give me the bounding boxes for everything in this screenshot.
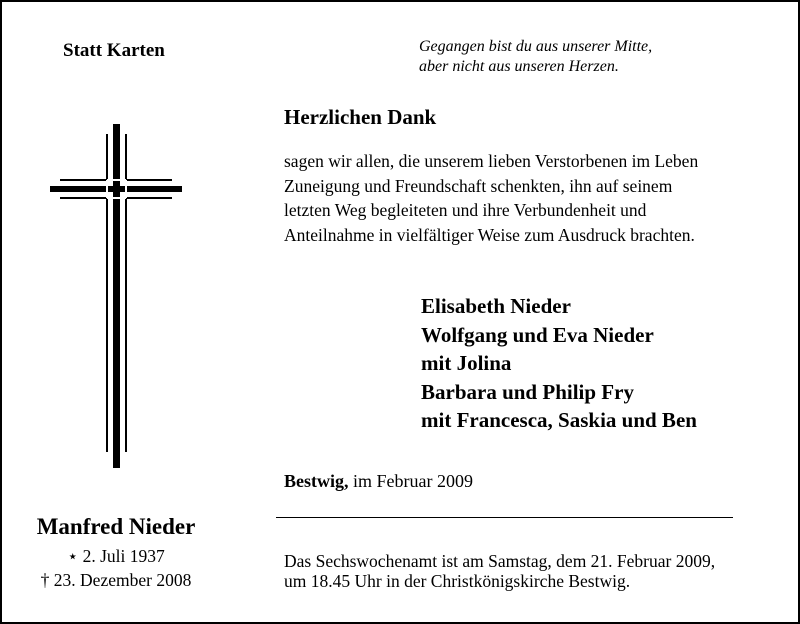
- signer-line: mit Jolina: [421, 351, 512, 375]
- statt-karten-label: Statt Karten: [63, 40, 165, 61]
- signers-block: [421, 292, 697, 435]
- signer-line: Elisabeth Nieder: [421, 294, 571, 318]
- date-text: im Februar 2009: [348, 471, 473, 491]
- thanks-line: Zuneigung und Freundschaft schenkten, ihn auf seinem: [284, 175, 673, 196]
- notice-line: um 18.45 Uhr in der Christkönigskirche Bestwig.: [284, 571, 631, 591]
- divider-line: [276, 517, 733, 518]
- deceased-name: Manfred Nieder: [36, 514, 196, 539]
- signer-line: Wolfgang und Eva Nieder: [421, 322, 654, 347]
- signer-line: Barbara und Philip Fry: [421, 379, 634, 404]
- notice-line: Das Sechswochenamt ist am Samstag, dem 21. Februar 2009,: [284, 551, 716, 571]
- place-name: Bestwig,: [284, 471, 349, 491]
- life-dates: [2, 544, 230, 592]
- motto-line: aber nicht aus unseren Herzen.: [419, 58, 619, 75]
- thanks-line: letzten Weg begleiteten und ihre Verbundenheit und: [284, 200, 647, 220]
- thanks-text: [284, 149, 698, 247]
- service-notice: [284, 551, 715, 591]
- birth-date: ⋆ 2. Juli 1937: [67, 546, 165, 566]
- thanks-heading: Herzlichen Dank: [284, 105, 437, 129]
- motto-line: Gegangen bist du aus unserer Mitte,: [419, 38, 653, 55]
- thanks-line: Anteilnahme in vielfältiger Weise zum Ausdruck brachten.: [284, 224, 695, 245]
- place-date: [284, 471, 473, 492]
- signer-line: mit Francesca, Saskia und Ben: [421, 408, 697, 432]
- thanks-line: sagen wir allen, die unserem lieben Verstorbenen im Leben: [284, 151, 699, 171]
- motto: [419, 37, 652, 77]
- death-date: † 23. Dezember 2008: [40, 570, 192, 590]
- cross-icon: [50, 124, 182, 468]
